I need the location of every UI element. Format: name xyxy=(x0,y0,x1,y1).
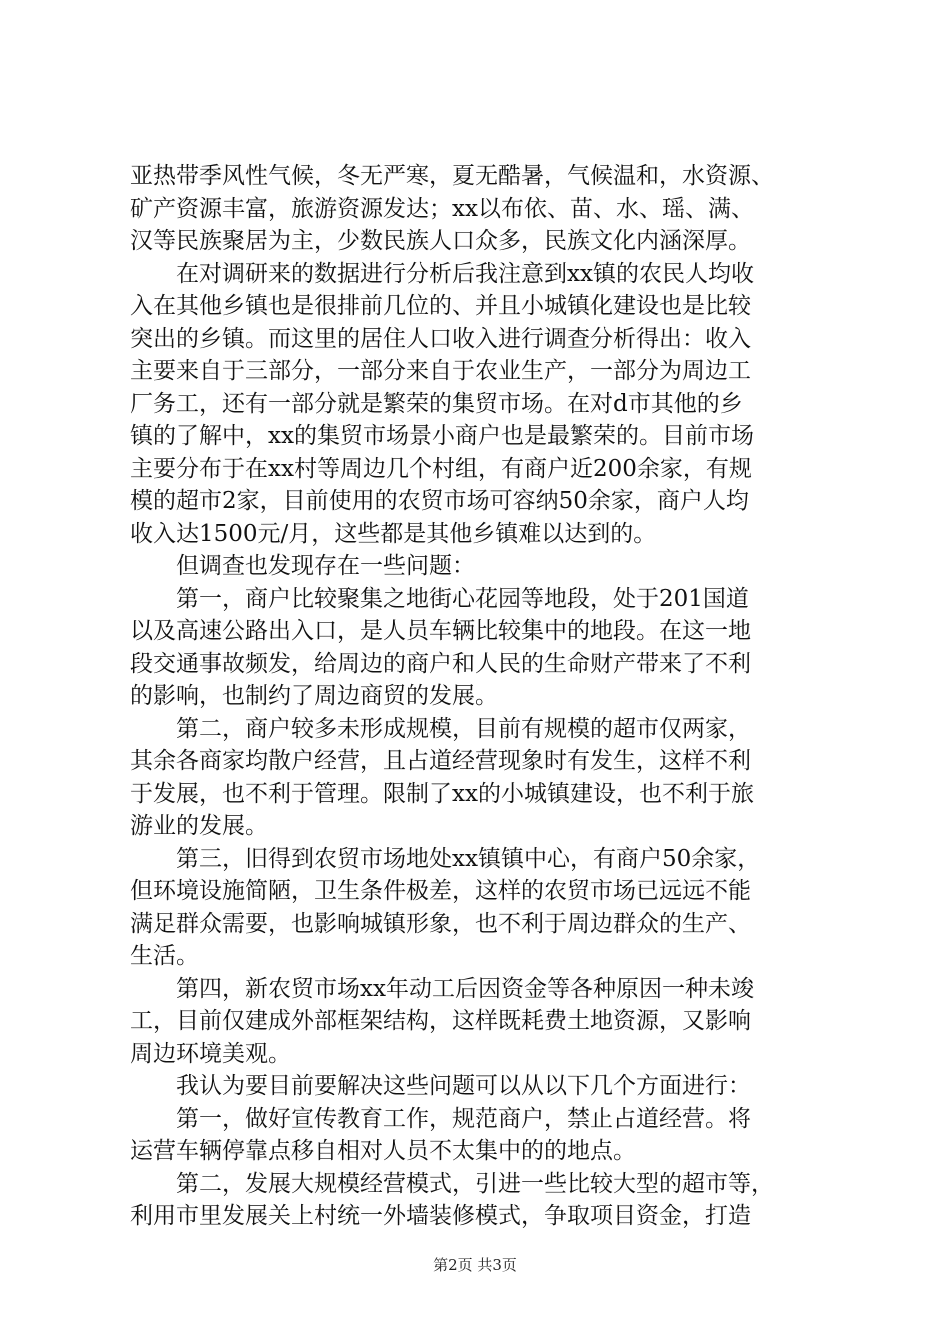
text-line: 于发展，也不利于管理。限制了xx的小城镇建设，也不利于旅 xyxy=(130,780,754,807)
text-line: 利用市里发展关上村统一外墙装修模式，争取项目资金，打造 xyxy=(130,1203,751,1229)
text-line: 主要分布于在xx村等周边几个村组，有商户近200余家，有规 xyxy=(130,455,752,482)
text-line: 在对调研来的数据进行分析后我注意到xx镇的农民人均收 xyxy=(176,260,754,287)
text-line: 段交通事故频发，给周边的商户和人民的生命财产带来了不利 xyxy=(130,650,751,677)
page-number-footer: 第2页 共3页 xyxy=(433,1256,517,1274)
text-line: 收入达1500元/月，这些都是其他乡镇难以达到的。 xyxy=(130,520,657,547)
text-line: 的影响，也制约了周边商贸的发展。 xyxy=(130,683,498,709)
text-line: 厂务工，还有一部分就是繁荣的集贸市场。在对d市其他的乡 xyxy=(130,390,743,417)
text-line: 入在其他乡镇也是很排前几位的、并且小城镇化建设也是比较 xyxy=(130,293,751,319)
text-line: 生活。 xyxy=(130,943,199,969)
text-line: 第二，发展大规模经营模式，引进一些比较大型的超市等， xyxy=(176,1170,774,1197)
text-line: 满足群众需要，也影响城镇形象，也不利于周边群众的生产、 xyxy=(130,910,751,937)
text-line: 第一，商户比较聚集之地街心花园等地段，处于201国道 xyxy=(176,585,749,612)
text-line: 其余各商家均散户经营，且占道经营现象时有发生，这样不利 xyxy=(130,748,751,774)
text-line: 主要来自于三部分，一部分来自于农业生产，一部分为周边工 xyxy=(130,358,751,384)
text-line: 矿产资源丰富，旅游资源发达；xx以布依、苗、水、瑶、满、 xyxy=(130,195,754,222)
text-line: 但调查也发现存在一些问题： xyxy=(176,553,475,579)
text-line: 但环境设施简陋，卫生条件极差，这样的农贸市场已远远不能 xyxy=(130,878,751,904)
text-line: 第一，做好宣传教育工作，规范商户，禁止占道经营。将 xyxy=(176,1105,751,1132)
text-line: 亚热带季风性气候，冬无严寒，夏无酷暑，气候温和，水资源、 xyxy=(130,163,774,189)
text-line: 游业的发展。 xyxy=(130,813,268,839)
text-line: 第三，旧得到农贸市场地处xx镇镇中心，有商户50余家， xyxy=(176,845,761,872)
text-line: 我认为要目前要解决这些问题可以从以下几个方面进行： xyxy=(176,1073,751,1099)
text-line: 运营车辆停靠点移自相对人员不太集中的的地点。 xyxy=(130,1138,636,1164)
text-line: 工，目前仅建成外部框架结构，这样既耗费土地资源，又影响 xyxy=(130,1008,751,1034)
text-line: 周边环境美观。 xyxy=(130,1040,291,1067)
text-line: 以及高速公路出入口，是人员车辆比较集中的地段。在这一地 xyxy=(130,618,751,644)
document-body xyxy=(130,160,830,1233)
text-line: 突出的乡镇。而这里的居住人口收入进行调查分析得出：收入 xyxy=(130,325,751,352)
text-line: 汉等民族聚居为主，少数民族人口众多，民族文化内涵深厚。 xyxy=(130,228,751,254)
text-line: 第四，新农贸市场xx年动工后因资金等各种原因一种未竣 xyxy=(176,975,754,1002)
text-line: 第二，商户较多未形成规模，目前有规模的超市仅两家， xyxy=(176,715,751,742)
text-line: 模的超市2家，目前使用的农贸市场可容纳50余家，商户人均 xyxy=(130,488,749,514)
text-line: 镇的了解中，xx的集贸市场景小商户也是最繁荣的。目前市场 xyxy=(130,423,754,449)
